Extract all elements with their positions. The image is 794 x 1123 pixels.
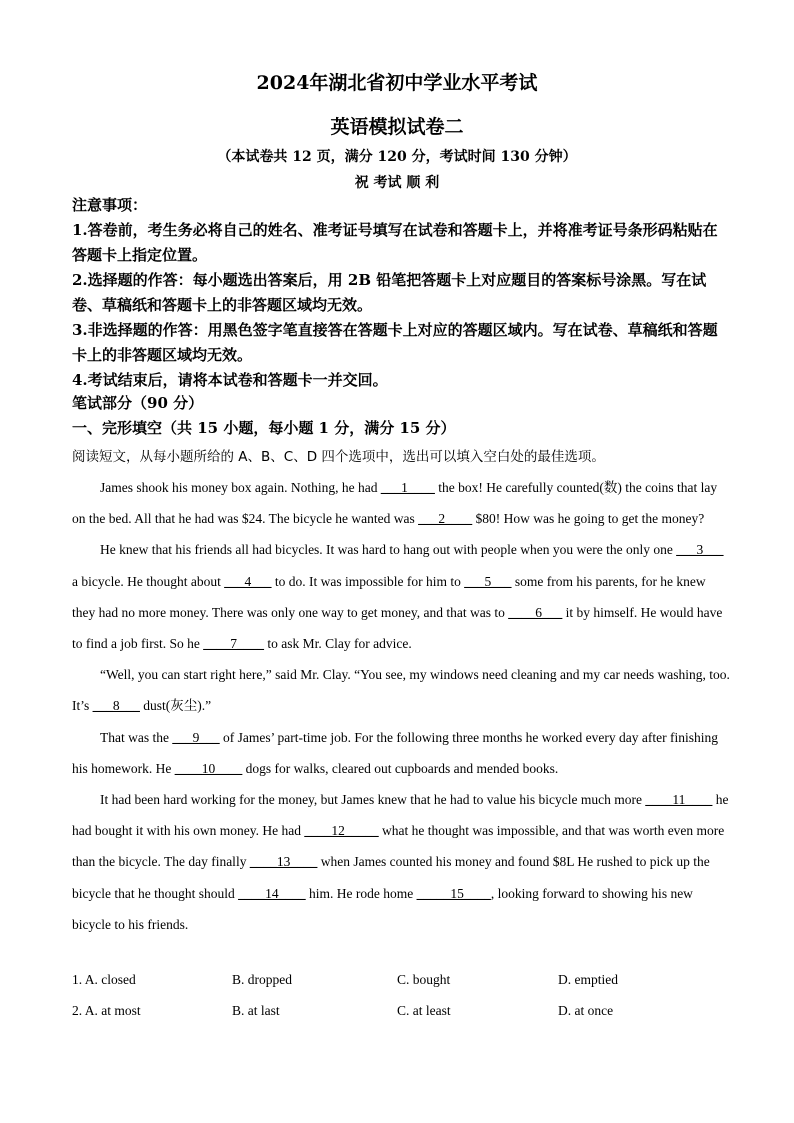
notice-item: 2.选择题的作答：每小题选出答案后，用 2B 铅笔把答题卡上对应题目的答案标号涂黑。写在试卷、草稿纸和答题卡上的非答题区域均无效。	[72, 271, 707, 314]
blank-11: ____11____	[645, 792, 713, 808]
blank-4: ___4___	[224, 573, 272, 589]
exam-note: （本试卷共 12 页，满分 120 分，考试时间 130 分钟）	[217, 149, 577, 165]
passage-text: of James’ part-time job. For the following three months he worked every day after finishing his homework. He	[72, 729, 718, 776]
passage-text: He knew that his friends all had bicycles. It was hard to hang out with people when you were the only one	[100, 542, 677, 558]
passage-text: what he thought was impossible, and that was worth even more than the bicycle. The day finally	[72, 823, 725, 870]
passage-text: That was the	[100, 729, 173, 745]
option-b: B. at last	[232, 1003, 280, 1018]
passage-text: some from his parents, for he knew they had no more money. There was only one way to get money, and that was to	[72, 573, 706, 620]
exam-title: 2024年湖北省初中学业水平考试	[256, 72, 538, 94]
blank-5: ___5___	[464, 573, 512, 589]
blank-10: ____10____	[174, 760, 243, 776]
notice-heading: 注意事项：	[72, 196, 148, 214]
notice-list	[72, 218, 732, 393]
passage-text: to do. It was impossible for him to	[271, 573, 465, 589]
paragraph	[72, 722, 732, 784]
blank-2: ___2____	[418, 511, 473, 527]
blank-8: ___8___	[92, 698, 140, 714]
section-instruction: 阅读短文，从每小题所给的 A、B、C、D 四个选项中，选出可以填入空白处的最佳选项。	[72, 449, 605, 465]
passage-text: It had been hard working for the money, but James knew that he had to value his bicycle much more	[100, 792, 646, 808]
passage-text: , looking forward to showing his new bicycle to his friends.	[72, 885, 693, 932]
passage-text: him. He rode home	[305, 885, 417, 901]
passage-text: to ask Mr. Clay for advice.	[264, 636, 412, 652]
passage-text: $80! How was he going to get the money?	[472, 511, 705, 527]
notice-item: 4.考试结束后，请将本试卷和答题卡一并交回。	[72, 371, 388, 389]
paragraph	[72, 784, 732, 940]
option-d: D. at once	[558, 1003, 614, 1018]
option-c: C. at least	[397, 1003, 451, 1018]
blank-13: ____13____	[249, 854, 318, 870]
blank-9: ___9___	[172, 729, 220, 745]
passage-text: James shook his money box again. Nothing, he had	[100, 480, 381, 495]
passage-text: “Well, you can start right here,” said Mr. Clay. “You see, my windows need cleaning and my car needs washing, too. It’s	[72, 667, 730, 714]
blank-7: ____7____	[203, 636, 264, 652]
passage-text: dust(灰尘).”	[139, 698, 212, 714]
answer-options	[72, 972, 732, 1034]
passage-text: a bicycle. He thought about	[72, 573, 225, 589]
blank-6: ____6___	[508, 604, 563, 620]
paragraph	[72, 472, 732, 534]
exam-wish: 祝 考试 顺 利	[354, 175, 440, 191]
passage-text: when James counted his money and found $8L He rushed to pick up the bicycle that he thought should	[72, 854, 710, 901]
question-row	[72, 972, 732, 1003]
option-d: D. emptied	[558, 972, 618, 987]
passage-text: he had bought it with his own money. He had	[72, 792, 729, 839]
part-heading: 笔试部分（90 分）	[72, 394, 204, 412]
passage-text: dogs for walks, cleared out cupboards and mended books.	[242, 760, 559, 776]
notice-item: 3.非选择题的作答：用黑色签字笔直接答在答题卡上对应的答题区域内。写在试卷、草稿纸和答题卡上的非答题区域均无效。	[72, 321, 718, 364]
blank-3: ___3___	[676, 542, 724, 558]
option-a: 2. A. at most	[72, 1003, 141, 1018]
option-a: 1. A. closed	[72, 972, 136, 987]
blank-12: ____12_____	[304, 823, 379, 839]
exam-subtitle: 英语模拟试卷二	[330, 116, 464, 138]
paragraph	[72, 534, 732, 659]
notice-item: 1.答卷前，考生务必将自己的姓名、准考证号填写在试卷和答题卡上，并将准考证号条形码粘贴在答题卡上指定位置。	[72, 221, 718, 264]
passage-text: it by himself. He would have to find a job first. So he	[72, 604, 723, 652]
passage-text: the box! He carefully counted(数) the coins that lay on the bed. All that he had was $24. The bicycle he wanted was	[72, 480, 718, 527]
cloze-passage	[72, 472, 732, 940]
option-b: B. dropped	[232, 972, 292, 987]
blank-1: ___1____	[380, 480, 435, 495]
option-c: C. bought	[397, 972, 451, 987]
section-heading: 一、完形填空（共 15 小题，每小题 1 分，满分 15 分）	[72, 419, 456, 437]
blank-15: _____15____	[416, 885, 491, 901]
blank-14: ____14____	[238, 885, 306, 901]
question-row	[72, 1003, 732, 1034]
paragraph	[72, 659, 732, 721]
